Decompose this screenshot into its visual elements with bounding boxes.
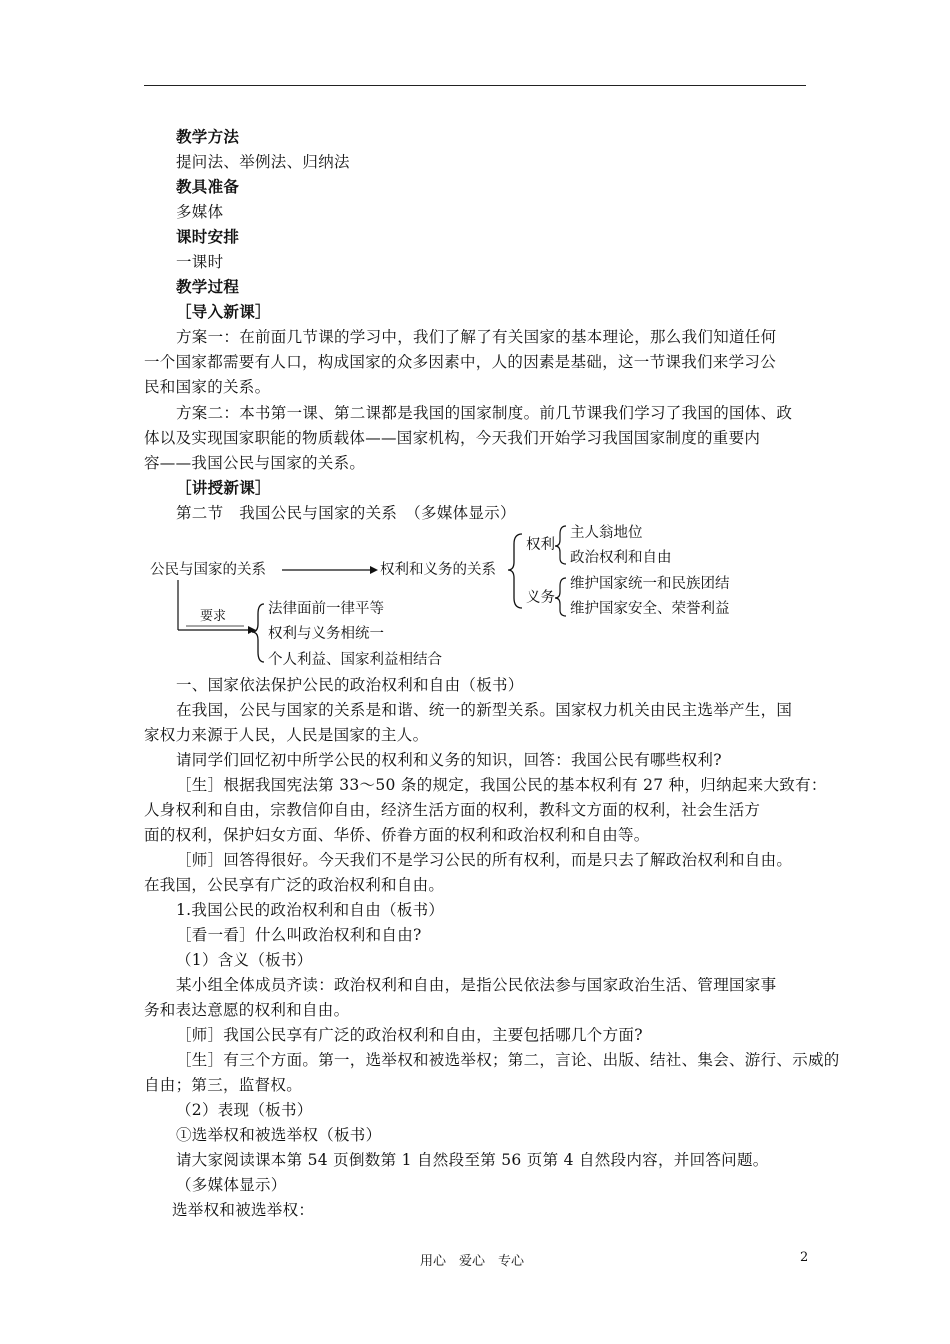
para5-line2: 务和表达意愿的权利和自由。 (144, 1001, 350, 1019)
subsection-heading: 1.我国公民的政治权利和自由（板书） (176, 901, 445, 919)
heading-teaching-method: 教学方法 (176, 127, 240, 146)
para5-line1: 某小组全体成员齐读：政治权利和自由，是指公民依法参与国家政治生活、管理国家事 (176, 976, 777, 994)
diagram-require-item: 法律面前一律平等 (268, 601, 384, 617)
plan2-line3: 容——我国公民与国家的关系。 (144, 454, 366, 472)
section-title: 第二节 我国公民与国家的关系 （多媒体显示） (176, 504, 516, 522)
election-right-heading: ①选举权和被选举权（板书） (176, 1126, 382, 1144)
meaning-heading: （1）含义（板书） (176, 951, 313, 969)
plan2-line2: 体以及实现国家职能的物质载体——国家机构，今天我们开始学习我国国家制度的重要内 (144, 429, 761, 447)
diagram-mid: 权利和义务的关系 (380, 562, 496, 578)
section1-heading: 一、国家依法保护公民的政治权利和自由（板书） (176, 676, 524, 694)
diagram-duties-item: 维护国家安全、荣誉利益 (570, 601, 730, 617)
para1-line2: 家权力来源于人民，人民是国家的主人。 (144, 726, 429, 744)
plan1-line1: 方案一：在前面几节课的学习中，我们了解了有关国家的基本理论，那么我们知道任何 (176, 328, 777, 346)
para6: ［师］我国公民享有广泛的政治权利和自由，主要包括哪几个方面? (176, 1026, 643, 1044)
teaching-method-text: 提问法、举例法、归纳法 (176, 153, 350, 171)
para7-line1: ［生］有三个方面。第一，选举权和被选举权；第二，言论、出版、结社、集会、游行、示威的 (176, 1051, 840, 1069)
intro-label: ［导入新课］ (176, 302, 271, 321)
para1-line1: 在我国，公民与国家的关系是和谐、统一的新型关系。国家权力机关由民主选举产生，国 (176, 701, 793, 719)
plan1-line3: 民和国家的关系。 (144, 378, 271, 396)
footer-slogan: 用心 爱心 专心 (420, 1254, 525, 1269)
class-schedule-text: 一课时 (176, 253, 224, 271)
diagram-rights: 权利 (526, 537, 555, 553)
look-question: ［看一看］什么叫政治权利和自由? (176, 926, 422, 944)
para8: 请大家阅读课本第 54 页倒数第 1 自然段至第 56 页第 4 自然段内容，并回答问题。 (176, 1151, 769, 1169)
diagram-duties: 义务 (526, 590, 555, 606)
para3-line1: ［生］根据我国宪法第 33～50 条的规定，我国公民的基本权利有 27 种，归纳起来大致有： (176, 776, 827, 794)
para4-line2: 在我国，公民享有广泛的政治权利和自由。 (144, 876, 445, 894)
diagram-require-item: 个人利益、国家利益相结合 (268, 652, 442, 668)
diagram-root: 公民与国家的关系 (150, 562, 266, 578)
para4-line1: ［师］回答得很好。今天我们不是学习公民的所有权利，而是只去了解政治权利和自由。 (176, 851, 793, 869)
lecture-label: ［讲授新课］ (176, 478, 271, 497)
diagram-require: 要求 (200, 609, 227, 624)
teaching-tools-text: 多媒体 (176, 203, 224, 221)
para10: 选举权和被选举权： (172, 1201, 315, 1219)
para3-line3: 面的权利，保护妇女方面、华侨、侨眷方面的权利和政治权利和自由等。 (144, 826, 650, 844)
para9: （多媒体显示） (176, 1176, 287, 1194)
relationship-diagram (144, 520, 730, 672)
para2: 请同学们回忆初中所学公民的权利和义务的知识，回答：我国公民有哪些权利? (176, 751, 722, 769)
plan2-line1: 方案二：本书第一课、第二课都是我国的国家制度。前几节课我们学习了我国的国体、政 (176, 404, 793, 422)
diagram-require-item: 权利与义务相统一 (268, 626, 384, 642)
para7-line2: 自由；第三，监督权。 (144, 1076, 303, 1094)
heading-teaching-tools: 教具准备 (176, 177, 240, 196)
plan1-line2: 一个国家都需要有人口，构成国家的众多因素中，人的因素是基础，这一节课我们来学习公 (144, 353, 777, 371)
heading-teaching-process: 教学过程 (176, 277, 240, 296)
diagram-rights-item: 政治权利和自由 (570, 550, 672, 566)
para3-line2: 人身权利和自由，宗教信仰自由，经济生活方面的权利，教科文方面的权利，社会生活方 (144, 801, 761, 819)
heading-class-schedule: 课时安排 (176, 227, 240, 246)
header-rule (144, 85, 806, 86)
performance-heading: （2）表现（板书） (176, 1101, 313, 1119)
page-number: 2 (800, 1250, 809, 1265)
diagram-duties-item: 维护国家统一和民族团结 (570, 576, 730, 592)
diagram-rights-item: 主人翁地位 (570, 525, 643, 541)
